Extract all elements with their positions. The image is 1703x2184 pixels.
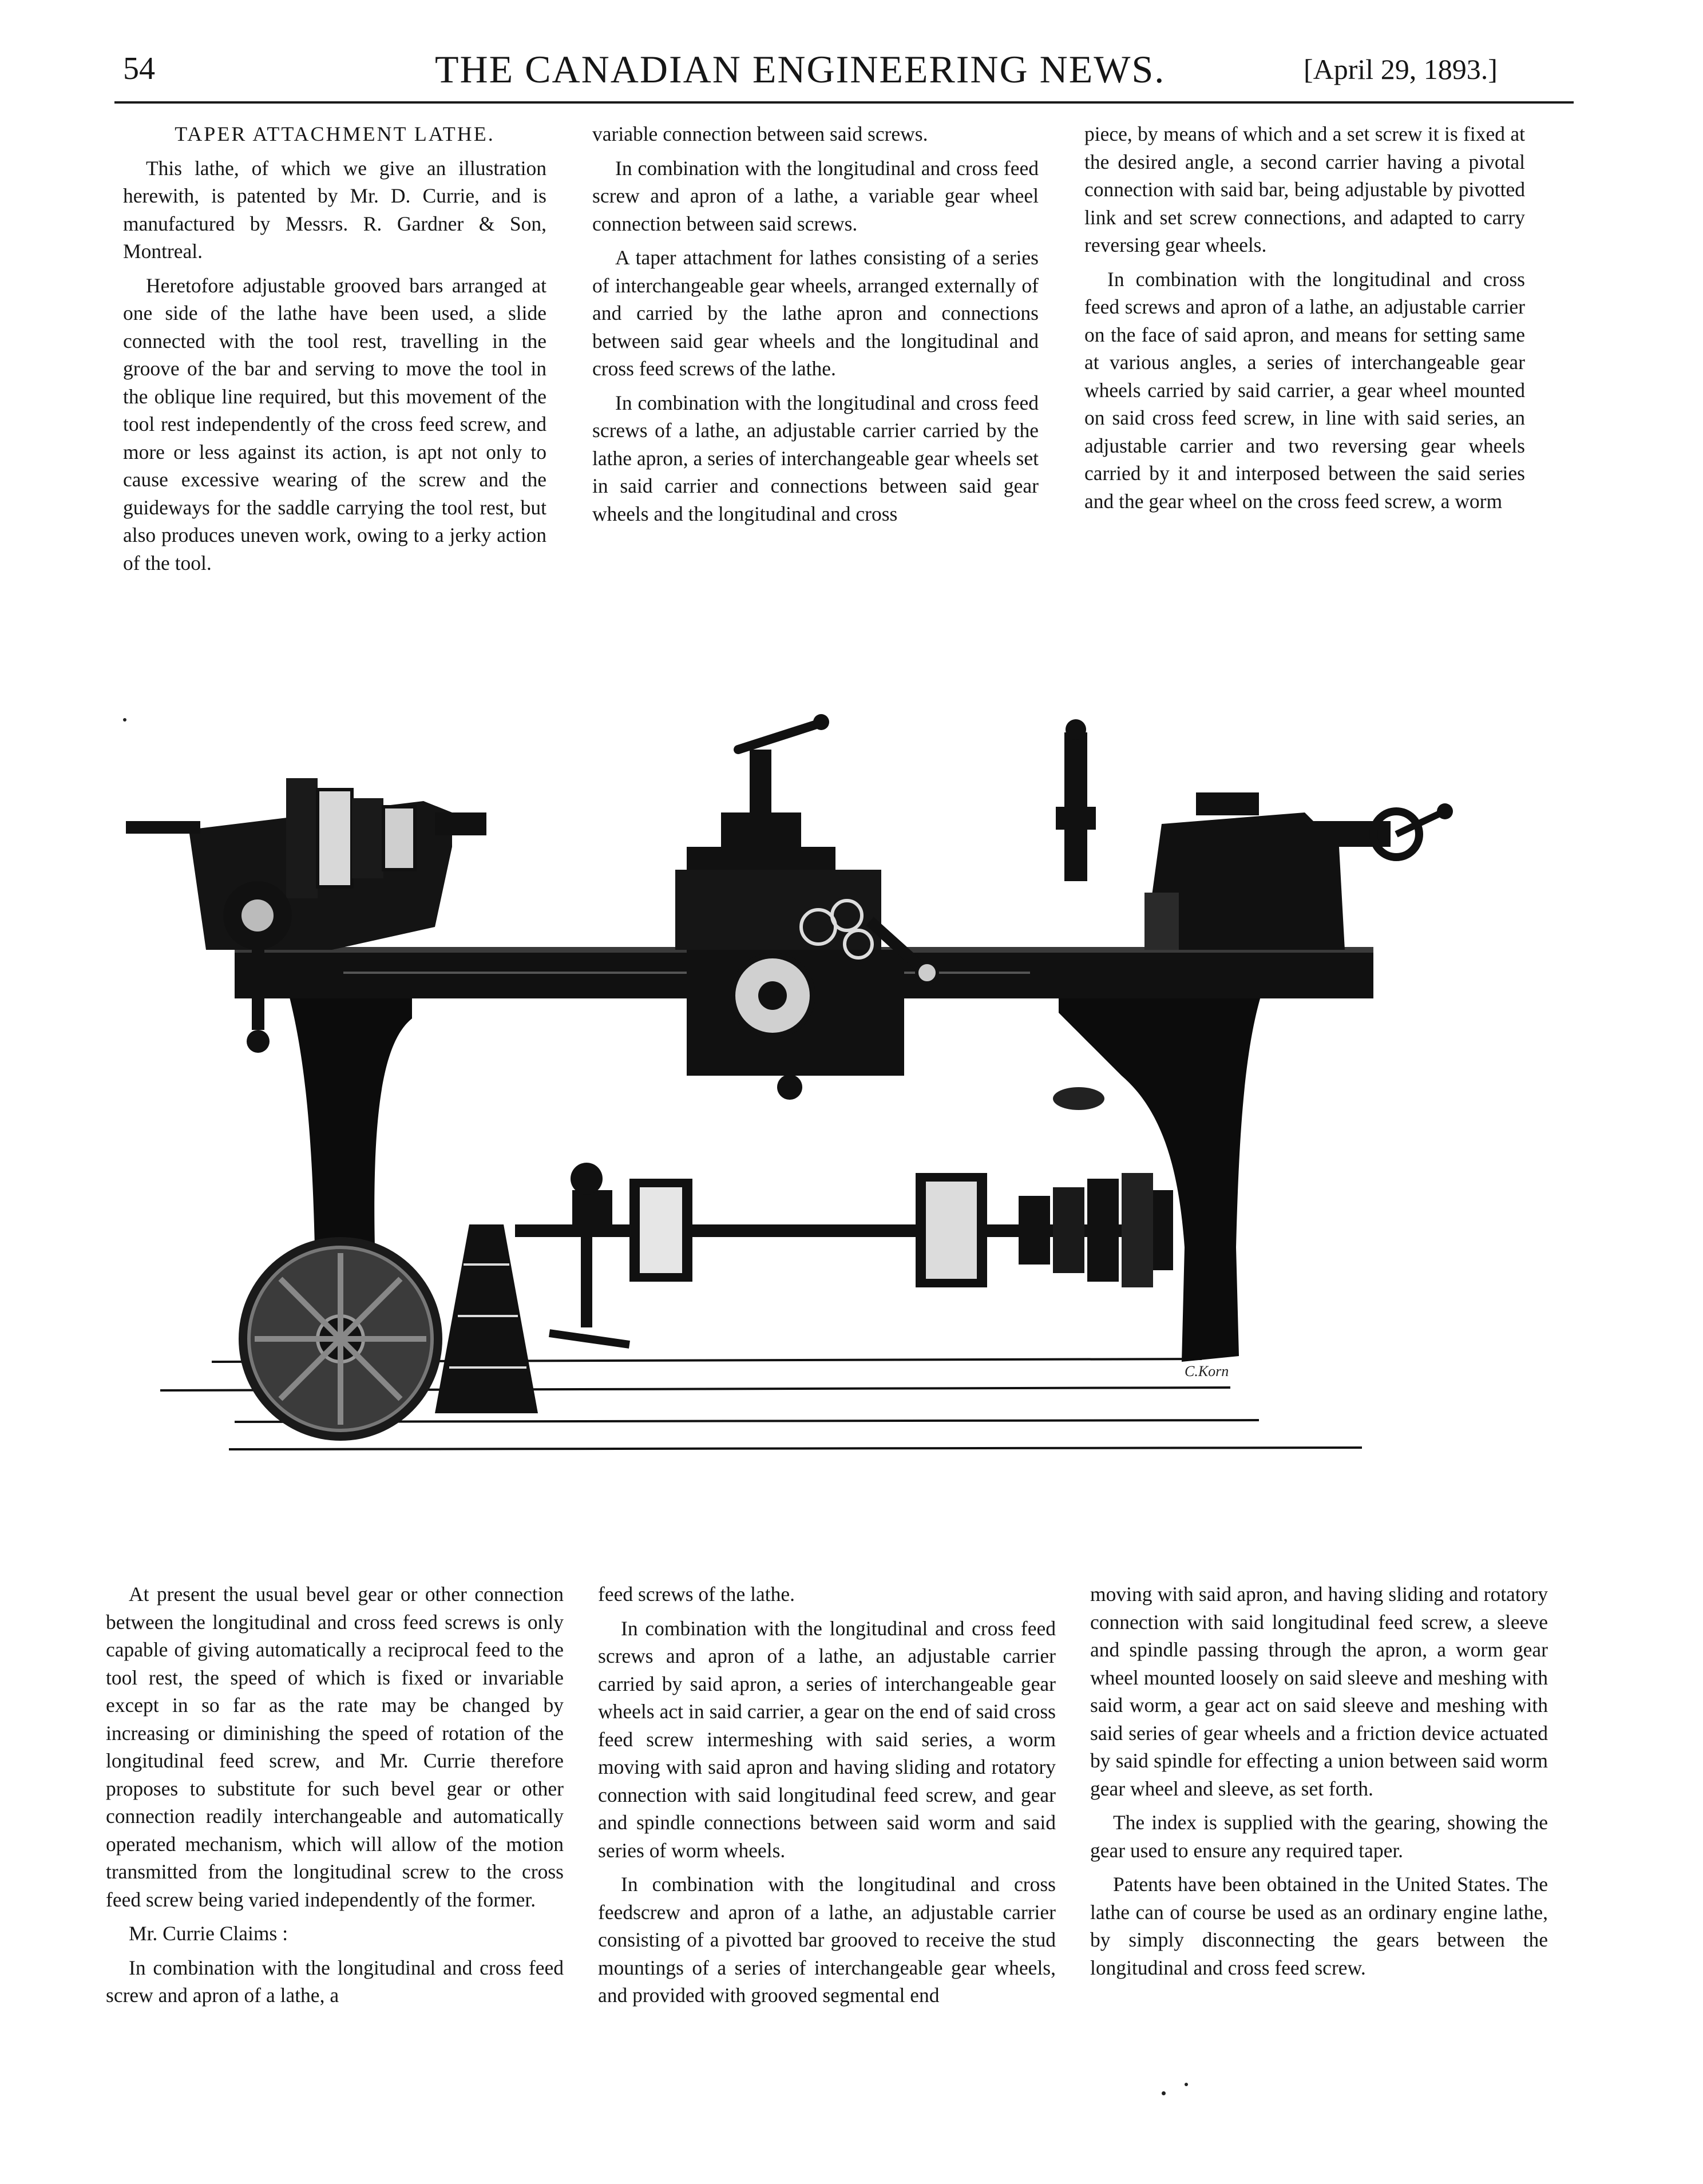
paragraph: piece, by means of which and a set screw it is fixed at the desired angle, a second carrier having a pivotal connection with said bar, being adjustable by pivotted link and set screw connections, and adapted to carry reversing gear wheels. (1084, 122, 1525, 256)
article-title: TAPER ATTACHMENT LATHE. (175, 122, 495, 145)
paragraph: moving with said apron, and having sliding and rotatory connection with said longitudinal feed screw, a sleeve and spindle passing through the apron, a worm gear wheel mounted loosely on said sleeve and meshing with said worm, a gear act on said sleeve and meshing with said series of gear wheels and a friction device actuated by said spindle for effecting a union between said worm gear wheel and sleeve, as set forth. (1090, 1583, 1548, 1800)
paragraph: This lathe, of which we give an illustration herewith, is patented by Mr. D. Currie, and is manufactured by Messrs. R. Gardner & Son, Montreal. (123, 156, 546, 263)
column-bottom-right (1090, 1580, 1548, 1981)
paragraph: variable connection between said screws. (592, 122, 928, 145)
engraver-mark: C.Korn (1185, 1363, 1229, 1380)
paragraph: Patents have been obtained in the United States. The lathe can of course be used as an ordinary engine lathe, by simply disconnecting the gears between the longitudinal and cross feed screw. (1090, 1873, 1548, 1979)
countershaft (515, 1163, 1173, 1345)
paragraph: Heretofore adjustable grooved bars arranged at one side of the lathe have been used, a slide connected with the tool rest, travelling in the groove of the bar and serving to move the tool in the oblique line required, but this movement of the tool rest independently of the cross feed screw, and more or less against its action, is apt not only to cause excessive wearing of the screw and the guideways for the saddle carrying the tool rest, but also produces uneven work, owing to a jerky action of the tool. (123, 274, 546, 574)
claims-heading: Mr. Currie Claims : (129, 1922, 288, 1945)
claim-paragraph: In combination with the longitudinal and cross feed screws and apron of a lathe, an adjustable carrier carried by said apron, a series of interchangeable gear wheels act in said carrier, a gear on the end of said cross feed screw intermeshing with said series, a worm moving with said apron and having sliding and rotatory connection with said longitudinal feed screw, and gear and spindle connections between said worm and said series of worm wheels. (598, 1616, 1056, 1862)
paragraph: The index is supplied with the gearing, showing the gear used to ensure any required taper. (1090, 1811, 1548, 1862)
header-rule (114, 101, 1574, 104)
column-top-right (1084, 120, 1525, 515)
column-top-left (123, 120, 546, 577)
masthead-title: THE CANADIAN ENGINEERING NEWS. (435, 47, 1166, 91)
column-bottom-left (106, 1580, 564, 2009)
tool-rest (675, 714, 881, 950)
claim-paragraph: In combination with the longitudinal and cross feed screws and apron of a lathe, an adjustable carrier on the face of said apron, and means for setting same at various angles, a series of interchangeable gear wheels carried by said carrier, a gear wheel mounted on said cross feed screw, in line with said series, an adjustable carrier and two reversing gear wheels carried by it and interposed between the said series and the gear wheel on the cross feed screw, a worm (1084, 267, 1525, 513)
page-number: 54 (123, 51, 155, 86)
stepped-cone (435, 1224, 538, 1413)
spindle (126, 821, 200, 834)
claim-paragraph: In combination with the longitudinal and cross feed screw and apron of a lathe, a (106, 1956, 564, 2007)
right-leg (1059, 984, 1265, 1362)
print-speck (1185, 2083, 1188, 2086)
print-speck (123, 718, 126, 722)
claim-paragraph: In combination with the longitudinal and cross feed screws of a lathe, an adjustable carrier carried by the lathe apron, a series of interchangeable gear wheels set in said carrier and connections between said gear wheels and the longitudinal and cross (592, 391, 1039, 525)
lathe-illustration (114, 675, 1574, 1505)
paragraph: At present the usual bevel gear or other connection between the longitudinal and cross feed screws is only capable of giving automatically a reciprocal feed to the tool rest, the speed of which is fixed or invariable except in so far as the rate may be changed by increasing or diminishing the speed of rotation of the longitudinal feed screw, and Mr. Currie therefore proposes to substitute for such bevel gear or other connection readily interchangeable and automatically operated mechanism, which will allow of the motion transmitted from the longitudinal screw to the cross feed screw being varied independently of the former. (106, 1583, 564, 1911)
issue-date: [April 29, 1893.] (1304, 53, 1498, 85)
column-bottom-middle (598, 1580, 1056, 2009)
paragraph: feed screws of the lathe. (598, 1583, 795, 1606)
print-speck (1162, 2091, 1166, 2095)
claim-paragraph: In combination with the longitudinal and cross feedscrew and apron of a lathe, an adjustable carrier consisting of a pivotted bar grooved to receive the stud mountings of a series of interchangeable gear wheels, and provided with grooved segmental end (598, 1873, 1056, 2007)
claim-paragraph: In combination with the longitudinal and cross feed screw and apron of a lathe, a variable gear wheel connection between said screws. (592, 156, 1039, 235)
lathe-engraving (114, 675, 1574, 1505)
change-gear-wheel (239, 1237, 442, 1441)
claim-paragraph: A taper attachment for lathes consisting of a series of interchangeable gear wheels, arranged externally of and carried by the lathe apron and connections between said gear wheels and the longitudinal and cross feed screws of the lathe. (592, 246, 1039, 380)
column-top-middle (592, 120, 1039, 528)
